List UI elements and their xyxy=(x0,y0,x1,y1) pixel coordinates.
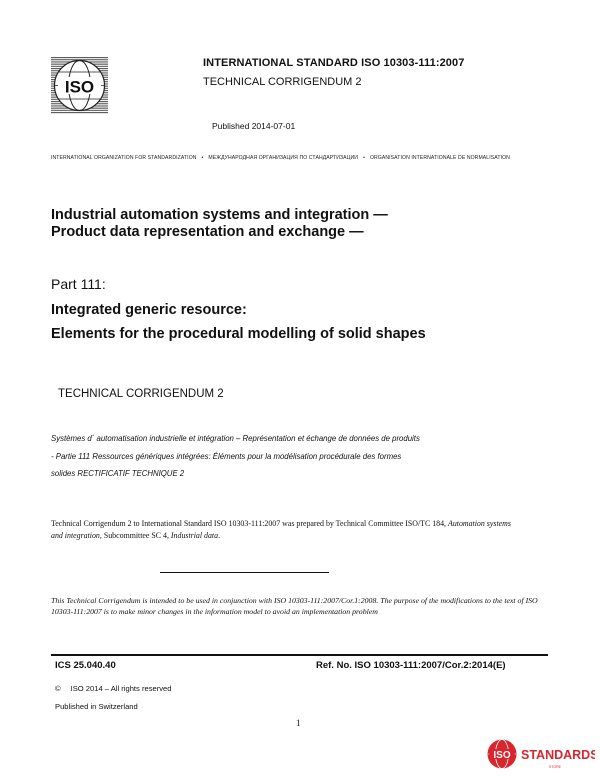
subcommittee-name: Industrial data xyxy=(170,531,219,540)
org-english: INTERNATIONAL ORGANIZATION FOR STANDARDIZATION xyxy=(51,155,197,161)
org-russian: МЕЖДУНАРОДНАЯ ОРГАНИЗАЦИЯ ПО СТАНДАРТИЗАЦИИ xyxy=(208,155,359,161)
copyright-icon: © xyxy=(55,684,61,693)
subtitle-1: Integrated generic resource: xyxy=(51,302,247,318)
org-separator: • xyxy=(201,155,204,161)
iso-logo xyxy=(51,57,108,114)
reference-number: Ref. No. ISO 10303-111:2007/Cor.2:2014(E) xyxy=(316,660,506,671)
footer-rule xyxy=(51,654,548,656)
french-title-line-3: solides RECTIFICATIF TECHNIQUE 2 xyxy=(51,469,185,478)
standard-title: INTERNATIONAL STANDARD ISO 10303-111:2007 xyxy=(203,57,465,69)
page-number: 1 xyxy=(296,718,301,728)
french-title-line-1: Systèmes d´ automatisation industrielle et intégration – Représentation et échange de données de produits xyxy=(51,434,420,443)
subtitle-2: Elements for the procedural modelling of solid shapes xyxy=(51,326,426,342)
org-french: ORGANISATION INTERNATIONALE DE NORMALISATION xyxy=(369,155,510,161)
iso-standards-stamp xyxy=(487,737,595,771)
french-title-line-2: - Partie 111 Ressources génériques intégrées: Éléments pour la modélisation procédurale des formes xyxy=(51,452,402,461)
document-title xyxy=(51,207,471,241)
ics-code: ICS 25.040.40 xyxy=(55,660,116,671)
committee-name: Automation systems and integration xyxy=(51,519,511,540)
copyright: © ISO 2014 – All rights reserved xyxy=(55,684,172,693)
corrigendum-note: This Technical Corrigendum is intended to be used in conjunction with ISO 10303-111:2007/Cor.1:2008. The purpose of the modifications to the text of ISO 10303-111:2007 is to make minor changes in the information model to avoid an implementation problem xyxy=(51,596,538,616)
preparation-paragraph: Technical Corrigendum 2 to International Standard ISO 10303-111:2007 was prepared by Technical Committee ISO/TC 184, Automation systems and integration, Subcommittee SC 4, Industrial data. xyxy=(51,519,511,540)
published-in: Published in Switzerland xyxy=(55,702,138,711)
stamp-sub: STORE xyxy=(549,765,561,769)
organizations-line xyxy=(51,155,510,161)
title-line-1: Industrial automation systems and integration — xyxy=(51,207,388,223)
part-label: Part 111: xyxy=(51,276,106,292)
org-separator: • xyxy=(363,155,365,161)
corrigendum-heading: TECHNICAL CORRIGENDUM 2 xyxy=(58,388,224,400)
stamp-label: STANDARDS xyxy=(521,748,595,762)
corrigendum-title: TECHNICAL CORRIGENDUM 2 xyxy=(203,76,362,88)
title-line-2: Product data representation and exchange — xyxy=(51,224,364,240)
stamp-iso-text: ISO xyxy=(493,750,511,761)
separator-line xyxy=(160,572,329,573)
svg-text:ISO: ISO xyxy=(64,77,95,97)
published-date: Published 2014-07-01 xyxy=(212,121,296,131)
